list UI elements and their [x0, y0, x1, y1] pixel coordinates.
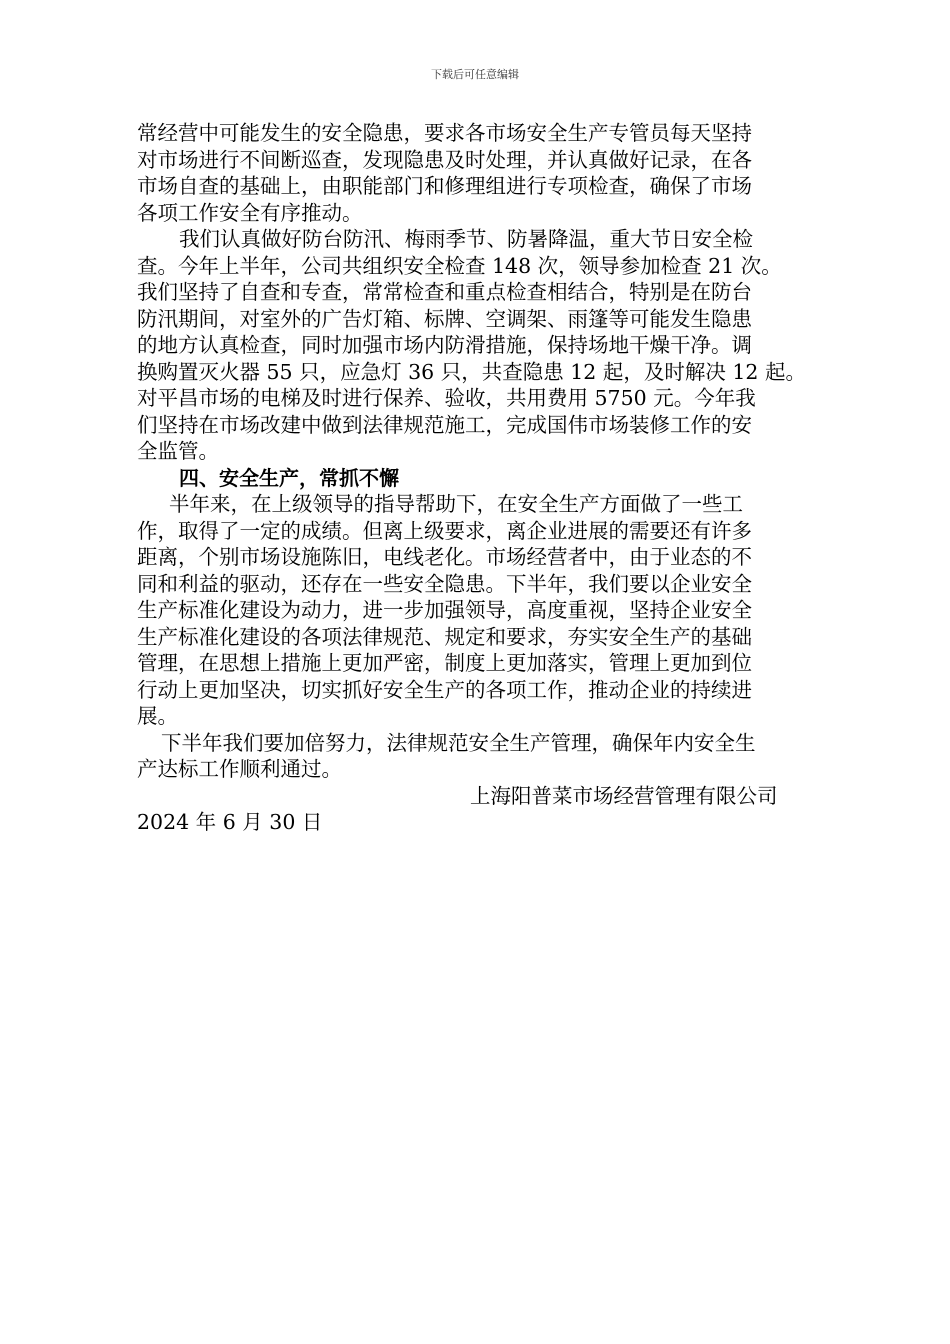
- paragraph-start: 半年来，在上级领导的指导帮助下，在安全生产方面做了一些工: [169, 492, 743, 516]
- document-body: [137, 120, 822, 836]
- company-signature: 上海阳普菜市场经营管理有限公司: [470, 783, 778, 808]
- text-line: 生产标准化建设为动力，进一步加强领导，高度重视，坚持企业安全: [137, 598, 752, 622]
- text-line: 行动上更加坚决，切实抓好安全生产的各项工作，推动企业的持续进: [137, 677, 752, 702]
- paragraph-start: 下半年我们要加倍努力，法律规范安全生产管理，确保年内安全生: [161, 730, 756, 755]
- text-line: 产达标工作顺利通过。: [137, 757, 342, 781]
- text-line: 市场自查的基础上，由职能部门和修理组进行专项检查，确保了市场: [137, 174, 752, 198]
- text-line: 展。: [137, 704, 178, 728]
- text-line: 常经营中可能发生的安全隐患，要求各市场安全生产专管员每天坚持: [137, 121, 752, 145]
- text-line: 全监管。: [137, 439, 219, 463]
- section-heading: 四、安全生产，常抓不懈: [179, 465, 399, 490]
- text-line: 管理，在思想上措施上更加严密，制度上更加落实，管理上更加到位: [137, 651, 752, 675]
- text-line: 我们坚持了自查和专查，常常检查和重点检查相结合，特别是在防台: [137, 280, 752, 304]
- text-line: 距离，个别市场设施陈旧，电线老化。市场经营者中，由于业态的不: [137, 545, 752, 569]
- text-line: 们坚持在市场改建中做到法律规范施工，完成国伟市场装修工作的安: [137, 412, 752, 437]
- text-line: 对市场进行不间断巡查，发现隐患及时处理，并认真做好记录，在各: [137, 147, 752, 172]
- paragraph-start: 我们认真做好防台防汛、梅雨季节、防暑降温，重大节日安全检: [179, 227, 753, 251]
- text-line: 生产标准化建设的各项法律规范、规定和要求，夯实安全生产的基础: [137, 624, 752, 649]
- text-line: 防汛期间，对室外的广告灯箱、标牌、空调架、雨篷等可能发生隐患: [137, 306, 752, 331]
- text-line: 的地方认真检查，同时加强市场内防滑措施，保持场地干燥干净。调: [137, 333, 752, 357]
- header-note: 下载后可任意编辑: [431, 68, 519, 81]
- text-line: 各项工作安全有序推动。: [137, 200, 363, 225]
- text-line: 对平昌市场的电梯及时进行保养、验收，共用费用 5750 元。今年我: [137, 386, 756, 410]
- document-date: 2024 年 6 月 30 日: [137, 810, 323, 834]
- text-line: 作，取得了一定的成绩。但离上级要求，离企业进展的需要还有许多: [137, 518, 752, 543]
- text-line: 查。今年上半年，公司共组织安全检查 148 次，领导参加检查 21 次。: [137, 253, 782, 278]
- text-line: 换购置灭火器 55 只，应急灯 36 只，共查隐患 12 起，及时解决 12 起。: [137, 359, 806, 384]
- text-line: 同和利益的驱动，还存在一些安全隐患。下半年，我们要以企业安全: [137, 571, 752, 596]
